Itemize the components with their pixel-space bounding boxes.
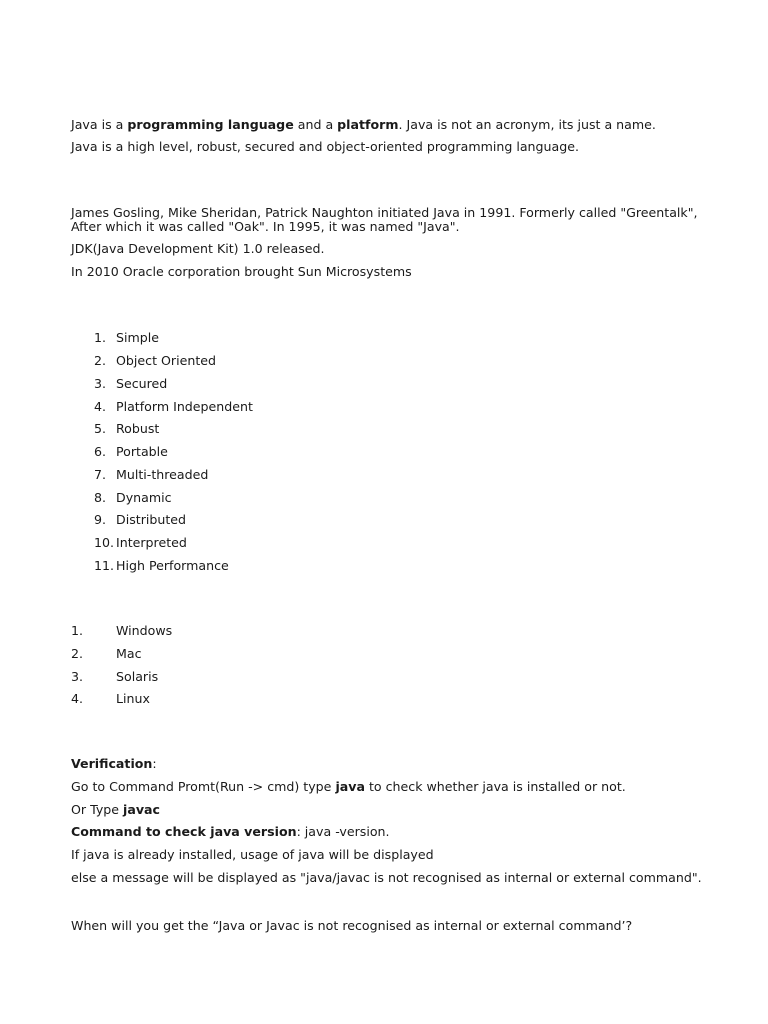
list-label: Portable <box>116 444 168 459</box>
list-item <box>94 535 187 550</box>
list-label: Simple <box>116 330 160 345</box>
list-item <box>94 376 167 391</box>
list-number: 8. <box>94 490 107 505</box>
list-label: Dynamic <box>116 490 172 505</box>
list-label: Platform Independent <box>116 399 253 414</box>
history-line-2: After which it was called "Oak". In 1995, it was named "Java". <box>71 219 460 234</box>
bold-javac: javac <box>123 802 161 817</box>
list-item <box>94 330 159 345</box>
list-number: 10. <box>94 535 115 550</box>
verification-heading <box>71 756 157 771</box>
list-label: Interpreted <box>116 535 187 550</box>
list-item <box>94 444 168 459</box>
heading-text: Verification <box>71 756 153 771</box>
list-label: High Performance <box>116 558 229 573</box>
list-number: 4. <box>94 399 107 414</box>
history-line-4: In 2010 Oracle corporation brought Sun Microsystems <box>71 264 412 279</box>
history-line-1: James Gosling, Mike Sheridan, Patrick Naughton initiated Java in 1991. Formerly called "Greentalk", <box>71 205 698 220</box>
list-number: 2. <box>94 353 107 368</box>
text: to check whether java is installed or not. <box>364 779 626 794</box>
list-number: 1. <box>71 623 84 638</box>
list-label: Solaris <box>116 669 159 684</box>
list-item <box>94 353 216 368</box>
bold-command-check: Command to check java version <box>71 824 297 839</box>
list-item <box>94 467 208 482</box>
list-item <box>94 512 186 527</box>
list-label: Robust <box>116 421 160 436</box>
verification-line-4: If java is already installed, usage of java will be displayed <box>71 847 434 862</box>
list-item <box>94 421 159 436</box>
bold-programming-language: programming language <box>127 117 294 132</box>
list-item <box>94 490 172 505</box>
text: : java -version. <box>296 824 390 839</box>
list-label: Multi-threaded <box>116 467 209 482</box>
list-item <box>71 646 142 661</box>
text: Or Type <box>71 802 124 817</box>
list-label: Windows <box>116 623 173 638</box>
list-number: 6. <box>94 444 107 459</box>
list-number: 3. <box>94 376 107 391</box>
intro-line-2: Java is a high level, robust, secured and object-oriented programming language. <box>71 139 579 154</box>
list-item <box>71 669 158 684</box>
intro-line-1 <box>71 117 656 132</box>
bold-java: java <box>335 779 365 794</box>
list-label: Mac <box>116 646 142 661</box>
list-label: Object Oriented <box>116 353 217 368</box>
list-number: 7. <box>94 467 107 482</box>
bold-platform: platform <box>337 117 399 132</box>
list-number: 9. <box>94 512 107 527</box>
list-label: Secured <box>116 376 168 391</box>
list-item <box>94 399 253 414</box>
history-line-3: JDK(Java Development Kit) 1.0 released. <box>71 241 325 256</box>
list-number: 11. <box>94 558 115 573</box>
list-label: Distributed <box>116 512 187 527</box>
list-item <box>71 623 172 638</box>
intro-text: Java is a <box>71 117 128 132</box>
text: Go to Command Promt(Run -> cmd) type <box>71 779 336 794</box>
intro-text: and a <box>293 117 338 132</box>
list-number: 5. <box>94 421 107 436</box>
intro-text: . Java is not an acronym, its just a name. <box>398 117 656 132</box>
list-item <box>94 558 229 573</box>
list-number: 1. <box>94 330 107 345</box>
heading-colon: : <box>152 756 157 771</box>
verification-line-3 <box>71 824 390 839</box>
verification-line-5: else a message will be displayed as "java/javac is not recognised as internal or external command". <box>71 870 702 885</box>
list-label: Linux <box>116 691 150 706</box>
list-number: 3. <box>71 669 84 684</box>
list-number: 4. <box>71 691 84 706</box>
list-number: 2. <box>71 646 84 661</box>
question-line: When will you get the “Java or Javac is not recognised as internal or external command’? <box>71 918 633 933</box>
verification-line-2 <box>71 802 160 817</box>
verification-line-1 <box>71 779 626 794</box>
list-item <box>71 691 150 706</box>
